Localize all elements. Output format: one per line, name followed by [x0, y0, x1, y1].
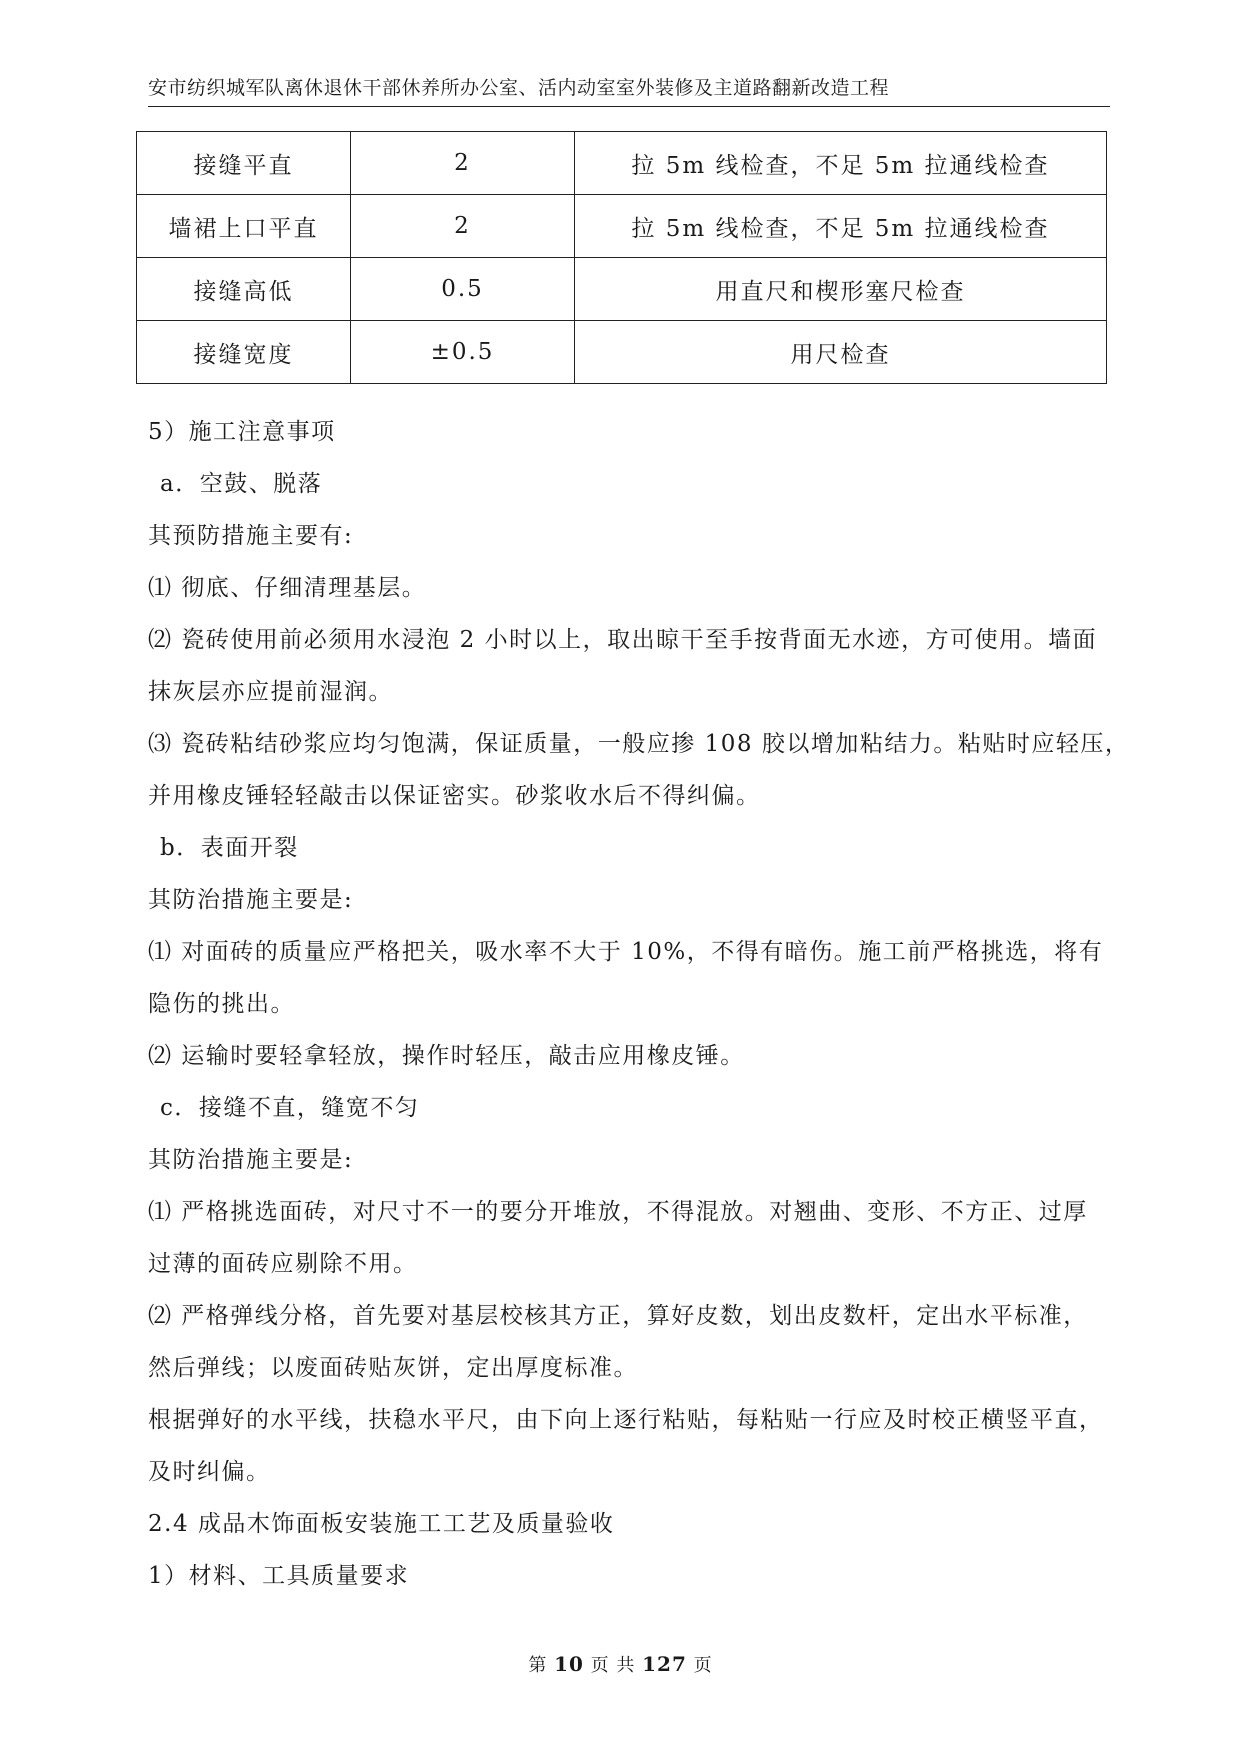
- section-heading: 2.4 成品木饰面板安装施工工艺及质量验收: [148, 1511, 615, 1537]
- paragraph-line: 过薄的面砖应剔除不用。: [148, 1251, 418, 1277]
- table-row: [137, 132, 1107, 195]
- paragraph-line: 其预防措施主要有:: [148, 523, 354, 549]
- method-cell: 拉 5m 线检查，不足 5m 拉通线检查: [575, 195, 1107, 258]
- paragraph-line: 其防治措施主要是:: [148, 887, 354, 913]
- item-cell: 墙裙上口平直: [137, 195, 351, 258]
- method-cell: 用直尺和楔形塞尺检查: [575, 258, 1107, 321]
- paragraph-line: 并用橡皮锤轻轻敲击以保证密实。砂浆收水后不得纠偏。: [148, 783, 761, 809]
- document-title: 安市纺织城军队离休退休干部休养所办公室、活内动室室外装修及主道路翻新改造工程: [148, 77, 890, 99]
- paragraph-line: ⑴ 对面砖的质量应严格把关，吸水率不大于 10%，不得有暗伤。施工前严格挑选，将有: [148, 939, 1104, 965]
- page-header: [148, 74, 1110, 107]
- paragraph-line: ⑵ 运输时要轻拿轻放，操作时轻压，敲击应用橡皮锤。: [148, 1043, 745, 1069]
- method-cell: 用尺检查: [575, 321, 1107, 384]
- subsection-heading: b．表面开裂: [160, 835, 299, 861]
- footer-suffix: 页: [693, 1655, 713, 1676]
- subsection-heading: c．接缝不直，缝宽不匀: [160, 1095, 420, 1121]
- section-heading: 1）材料、工具质量要求: [148, 1563, 410, 1589]
- tolerance-cell: 0.5: [351, 258, 575, 321]
- paragraph-line: 隐伤的挑出。: [148, 991, 295, 1017]
- current-page-number: 10: [554, 1652, 584, 1676]
- paragraph-line: 及时纠偏。: [148, 1459, 271, 1485]
- total-page-count: 127: [642, 1652, 687, 1676]
- table-row: [137, 258, 1107, 321]
- table-row: [137, 321, 1107, 384]
- paragraph-line: 根据弹好的水平线，扶稳水平尺，由下向上逐行粘贴，每粘贴一行应及时校正横竖平直，: [148, 1407, 1104, 1433]
- paragraph-line: 然后弹线；以废面砖贴灰饼，定出厚度标准。: [148, 1355, 638, 1381]
- body-text: [148, 406, 1130, 1602]
- subsection-heading: a．空鼓、脱落: [160, 471, 323, 497]
- paragraph-line: ⑵ 瓷砖使用前必须用水浸泡 2 小时以上，取出晾干至手按背面无水迹，方可使用。墙面: [148, 627, 1098, 653]
- paragraph-line: ⑵ 严格弹线分格，首先要对基层校核其方正，算好皮数，划出皮数杆，定出水平标准，: [148, 1303, 1088, 1329]
- tolerance-cell: 2: [351, 132, 575, 195]
- paragraph-line: 抹灰层亦应提前湿润。: [148, 679, 393, 705]
- section-heading: 5）施工注意事项: [148, 419, 336, 445]
- paragraph-line: ⑴ 严格挑选面砖，对尺寸不一的要分开堆放，不得混放。对翘曲、变形、不方正、过厚: [148, 1199, 1088, 1225]
- paragraph-line: 其防治措施主要是:: [148, 1147, 354, 1173]
- tolerance-cell: ±0.5: [351, 321, 575, 384]
- tolerance-cell: 2: [351, 195, 575, 258]
- item-cell: 接缝平直: [137, 132, 351, 195]
- paragraph-line: ⑶ 瓷砖粘结砂浆应均匀饱满，保证质量，一般应掺 108 胶以增加粘结力。粘贴时应轻压，: [148, 731, 1130, 757]
- item-cell: 接缝高低: [137, 258, 351, 321]
- page-footer: [0, 1651, 1241, 1677]
- footer-middle: 页 共: [590, 1655, 636, 1676]
- footer-prefix: 第: [528, 1655, 548, 1676]
- paragraph-line: ⑴ 彻底、仔细清理基层。: [148, 575, 427, 601]
- table-row: [137, 195, 1107, 258]
- method-cell: 拉 5m 线检查，不足 5m 拉通线检查: [575, 132, 1107, 195]
- inspection-table: [136, 131, 1107, 384]
- item-cell: 接缝宽度: [137, 321, 351, 384]
